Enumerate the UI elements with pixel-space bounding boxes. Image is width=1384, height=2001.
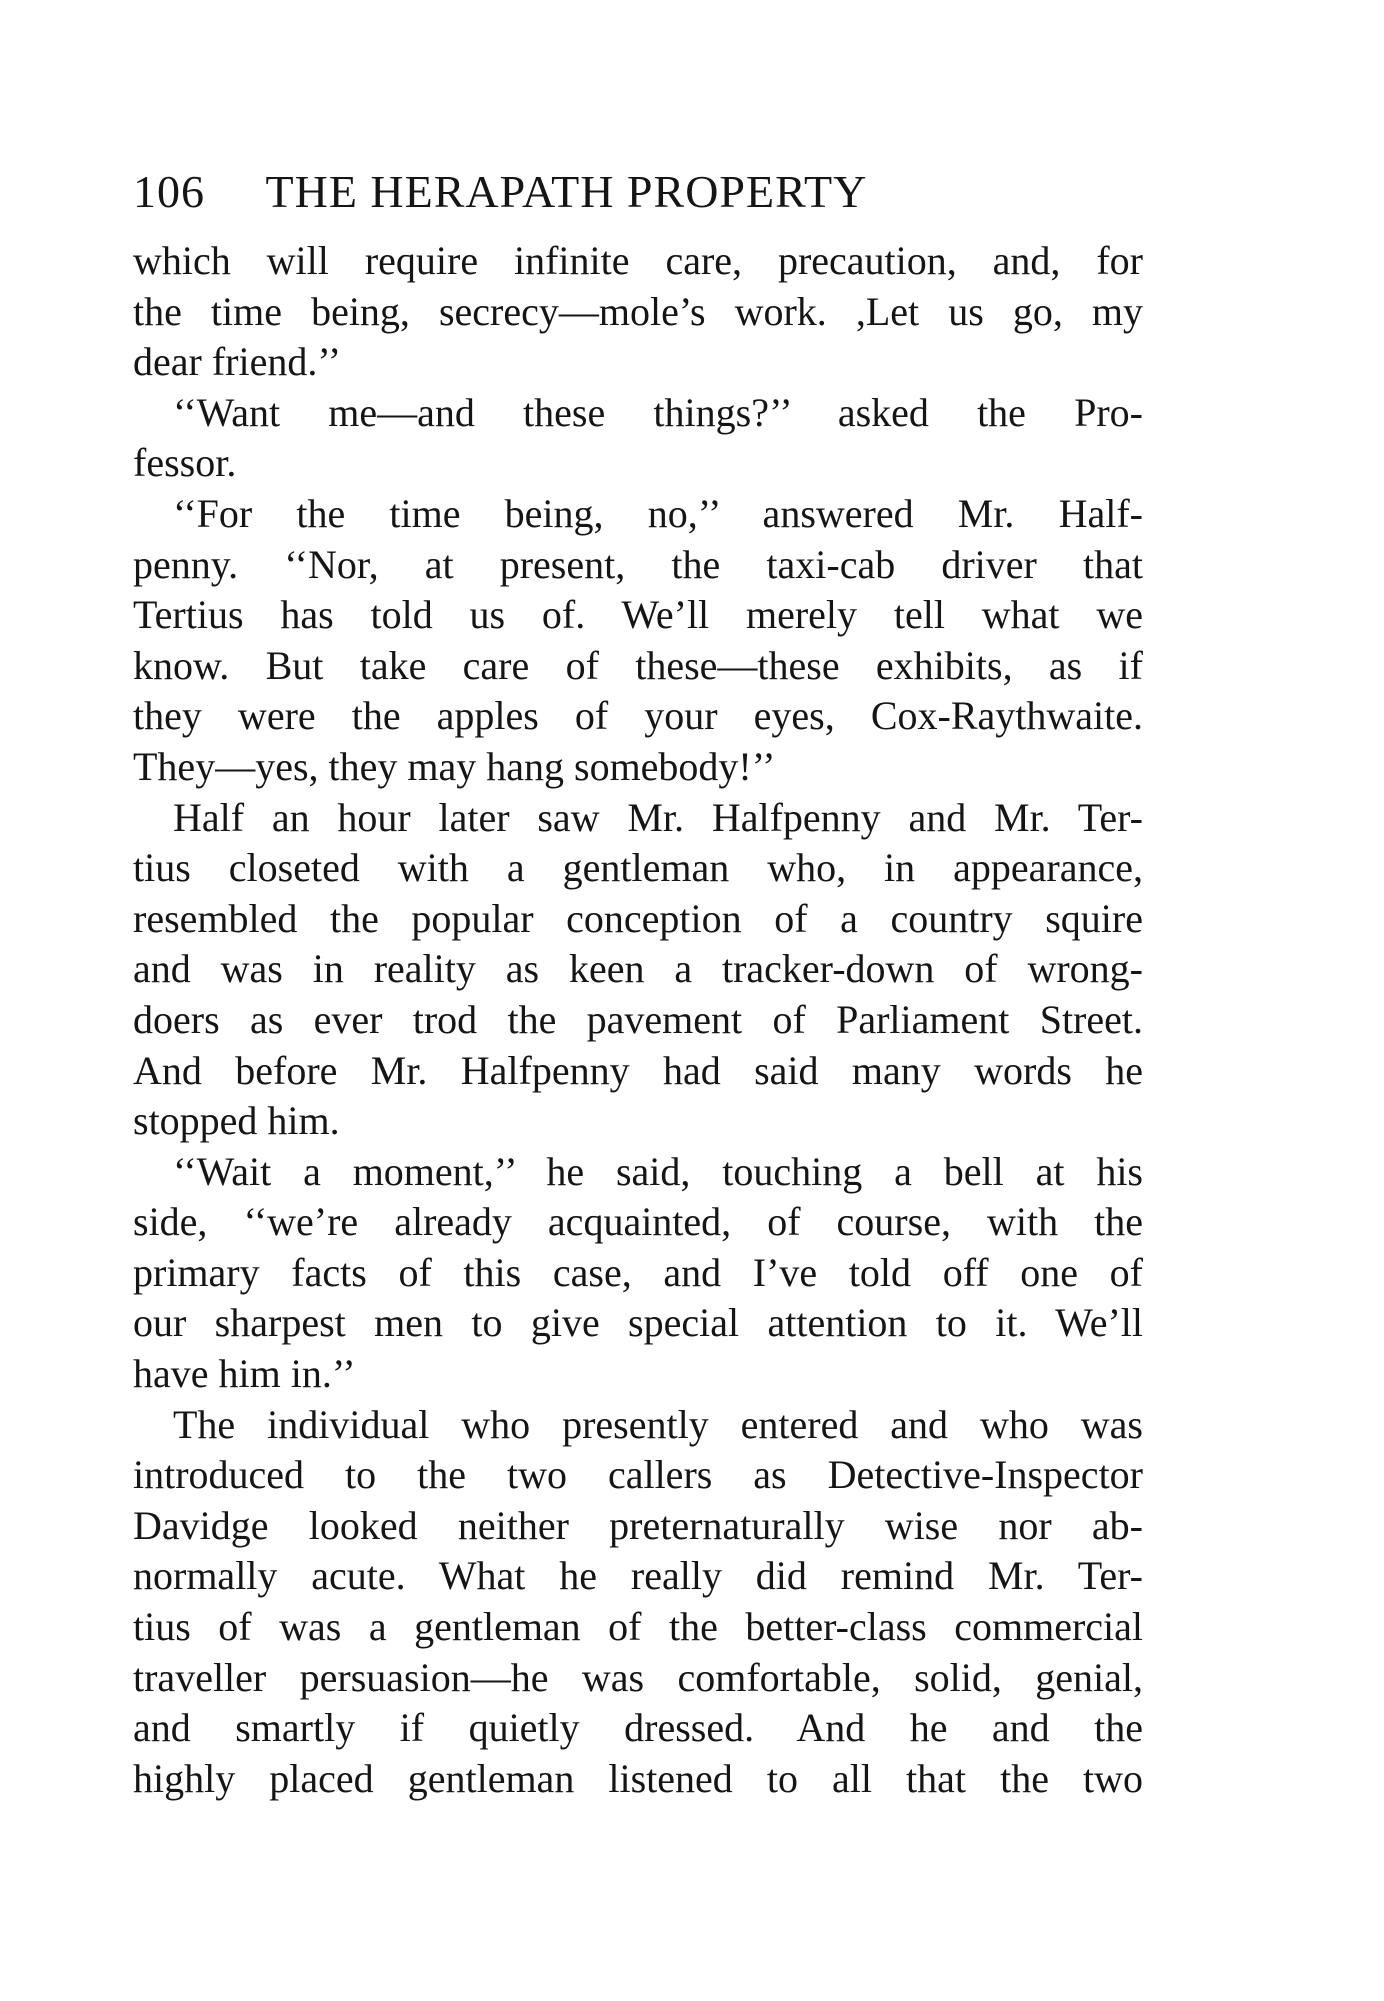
- text-line: tius of was a gentleman of the better-class commercial: [133, 1604, 1143, 1650]
- text-line: Half an hour later saw Mr. Halfpenny and Mr. Ter-: [173, 794, 1143, 840]
- text-line: fessor.: [133, 440, 237, 486]
- text-line: penny. ‘‘Nor, at present, the taxi-cab driver that: [133, 541, 1143, 587]
- text-line: stopped him.: [133, 1098, 340, 1144]
- text-line: Davidge looked neither preternaturally wise nor ab-: [133, 1502, 1143, 1548]
- text-line: Tertius has told us of. We’ll merely tell what we: [133, 592, 1143, 638]
- text-line: primary facts of this case, and I’ve told off one of: [133, 1249, 1143, 1295]
- page-header: [133, 160, 1143, 224]
- text-line: resembled the popular conception of a country squire: [133, 895, 1143, 941]
- text-line: highly placed gentleman listened to all that the two: [133, 1755, 1143, 1801]
- text-line: ‘‘For the time being, no,’’ answered Mr. Half-: [173, 490, 1143, 536]
- text-line: introduced to the two callers as Detective-Inspector: [133, 1452, 1143, 1498]
- text-line: side, ‘‘we’re already acquainted, of course, with the: [133, 1199, 1143, 1245]
- running-title: THE HERAPATH PROPERTY: [265, 166, 868, 217]
- text-line: ‘‘Want me—and these things?’’ asked the Pro-: [173, 389, 1143, 435]
- body-text: [133, 236, 1143, 1804]
- text-line: doers as ever trod the pavement of Parliament Street.: [133, 996, 1143, 1042]
- text-line: traveller persuasion—he was comfortable, solid, genial,: [133, 1654, 1143, 1700]
- text-line: ‘‘Wait a moment,’’ he said, touching a bell at his: [173, 1148, 1143, 1194]
- text-line: And before Mr. Halfpenny had said many words he: [133, 1047, 1143, 1093]
- text-line: they were the apples of your eyes, Cox-Raythwaite.: [133, 693, 1143, 739]
- text-line: normally acute. What he really did remind Mr. Ter-: [133, 1553, 1143, 1599]
- text-line: They—yes, they may hang somebody!’’: [133, 743, 776, 789]
- text-line: The individual who presently entered and who was: [173, 1401, 1143, 1447]
- page-number: 106: [133, 166, 205, 217]
- text-line: tius closeted with a gentleman who, in appearance,: [133, 845, 1143, 891]
- text-line: the time being, secrecy—mole’s work. ,Let us go, my: [133, 288, 1143, 334]
- text-line: which will require infinite care, precaution, and, for: [133, 238, 1143, 283]
- text-line: and was in reality as keen a tracker-down of wrong-: [133, 946, 1143, 992]
- text-line: have him in.’’: [133, 1351, 356, 1397]
- text-line: know. But take care of these—these exhibits, as if: [133, 642, 1143, 688]
- text-line: and smartly if quietly dressed. And he and the: [133, 1705, 1143, 1751]
- text-line: dear friend.’’: [133, 339, 342, 385]
- text-line: our sharpest men to give special attention to it. We’ll: [133, 1300, 1143, 1346]
